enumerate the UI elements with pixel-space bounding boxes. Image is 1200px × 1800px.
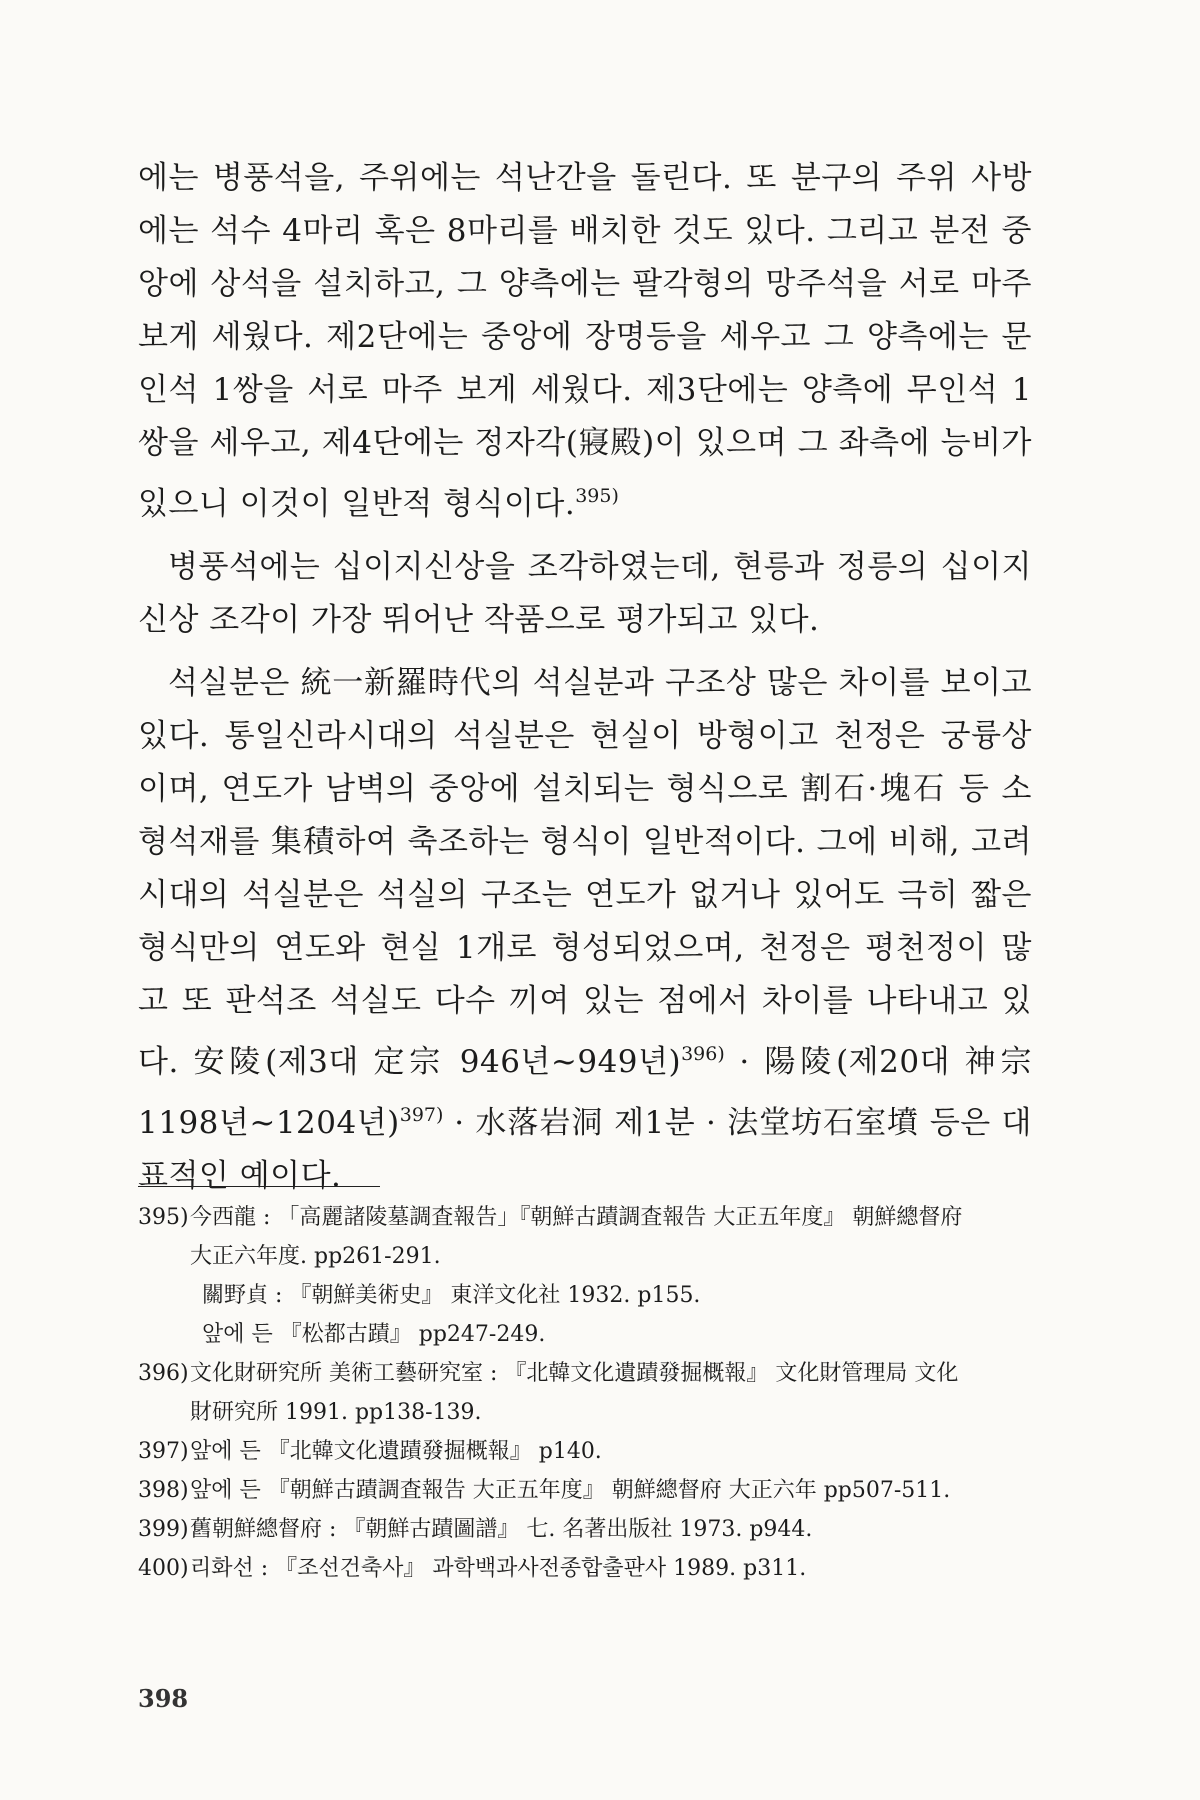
- paragraph-text: 석실분은 統一新羅時代의 석실분과 구조상 많은 차이를 보이고 있다. 통일신라시대의 석실분은 현실이 방형이고 천정은 궁륭상이며, 연도가 남벽의 중앙에 설치되는 형식으로 割石·塊石 등 소형석재를 集積하여 축조하는 형식이 일반적이다. 그에 비해, 고려시대의 석실분은 석실의 구조는 연도가 없거나 있어도 극히 짧은 형식만의 연도와 현실 1개로 형성되었으며, 천정은 평천정이 많고 또 판석조 석실도 다수 끼여 있는 점에서 차이를 나타내고 있다. 安陵(제3대 定宗 946년~949년): [138, 665, 1032, 1080]
- footnote-line: 리화선 : 『조선건축사』 과학백과사전종합출판사 1989. p311.: [190, 1556, 807, 1581]
- footnote-number: 396): [138, 1361, 189, 1386]
- footnote-subline: 關野貞 : 『朝鮮美術史』 東洋文化社 1932. p155.: [202, 1283, 701, 1308]
- footnote-body: [190, 1432, 1032, 1471]
- body-paragraph: [138, 152, 1032, 531]
- footnote-number: 399): [138, 1517, 189, 1542]
- footnotes: [138, 1198, 1032, 1588]
- paragraph-text: 에는 병풍석을, 주위에는 석난간을 돌린다. 또 분구의 주위 사방에는 석수 4마리 혹은 8마리를 배치한 것도 있다. 그리고 분전 중앙에 상석을 설치하고, 그 양측에는 팔각형의 망주석을 서로 마주 보게 세웠다. 제2단에는 중앙에 장명등을 세우고 그 양측에는 문인석 1쌍을 서로 마주 보게 세웠다. 제3단에는 양측에 무인석 1쌍을 세우고, 제4단에는 정자각(寢殿)이 있으며 그 좌측에 능비가 있으니 이것이 일반적 형식이다.: [138, 160, 1032, 522]
- footnote-body: [190, 1471, 1032, 1510]
- footnote-line: 앞에 든 『北韓文化遺蹟發掘概報』 p140.: [190, 1439, 602, 1464]
- footnote-number: 400): [138, 1556, 189, 1581]
- footnote-line: 大正六年度. pp261-291.: [190, 1244, 441, 1269]
- footnote-subline: 앞에 든 『松都古蹟』 pp247-249.: [202, 1322, 546, 1347]
- footnote-line: 今西龍 : 「高麗諸陵墓調査報告」『朝鮮古蹟調査報告 大正五年度』 朝鮮總督府: [190, 1205, 963, 1230]
- footnote-line: 앞에 든 『朝鮮古蹟調査報告 大正五年度』 朝鮮總督府 大正六年 pp507-511.: [190, 1478, 951, 1503]
- footnote: [138, 1471, 1032, 1510]
- footnote-body: [190, 1549, 1032, 1588]
- footnote-line: 舊朝鮮總督府 : 『朝鮮古蹟圖譜』 七. 名著出版社 1973. p944.: [190, 1517, 813, 1542]
- footnote-line: 財研究所 1991. pp138-139.: [190, 1400, 482, 1425]
- body-text: [138, 152, 1032, 1213]
- body-paragraph: [138, 657, 1032, 1203]
- footnote-number: 397): [138, 1439, 189, 1464]
- footnote-reference: 395): [575, 485, 619, 507]
- footnote-line: 文化財研究所 美術工藝研究室 : 『北韓文化遺蹟發掘概報』 文化財管理局 文化: [190, 1361, 959, 1386]
- footnote-number: 395): [138, 1205, 189, 1230]
- footnote: [138, 1354, 1032, 1432]
- paragraph-text: 병풍석에는 십이지신상을 조각하였는데, 현릉과 정릉의 십이지신상 조각이 가장 뛰어난 작품으로 평가되고 있다.: [138, 549, 1032, 638]
- body-paragraph: [138, 541, 1032, 647]
- footnote: [138, 1432, 1032, 1471]
- page-number: 398: [138, 1684, 189, 1713]
- paragraph-text: · 陽陵(제20대 神宗 1198년~1204년): [138, 1044, 1032, 1141]
- footnote-body: [190, 1354, 1032, 1432]
- paragraph-text: · 水落岩洞 제1분 · 法堂坊石室墳 등은 대표적인 예이다.: [138, 1105, 1032, 1194]
- footnote-reference: 397): [399, 1104, 444, 1126]
- footnote-body: [190, 1510, 1032, 1549]
- footnote: [138, 1198, 1032, 1354]
- footnote-body: [190, 1198, 1032, 1354]
- footnote: [138, 1510, 1032, 1549]
- footnote-reference: 396): [681, 1043, 725, 1065]
- footnote: [138, 1549, 1032, 1588]
- footnote-number: 398): [138, 1478, 189, 1503]
- footnote-divider: [138, 1186, 380, 1187]
